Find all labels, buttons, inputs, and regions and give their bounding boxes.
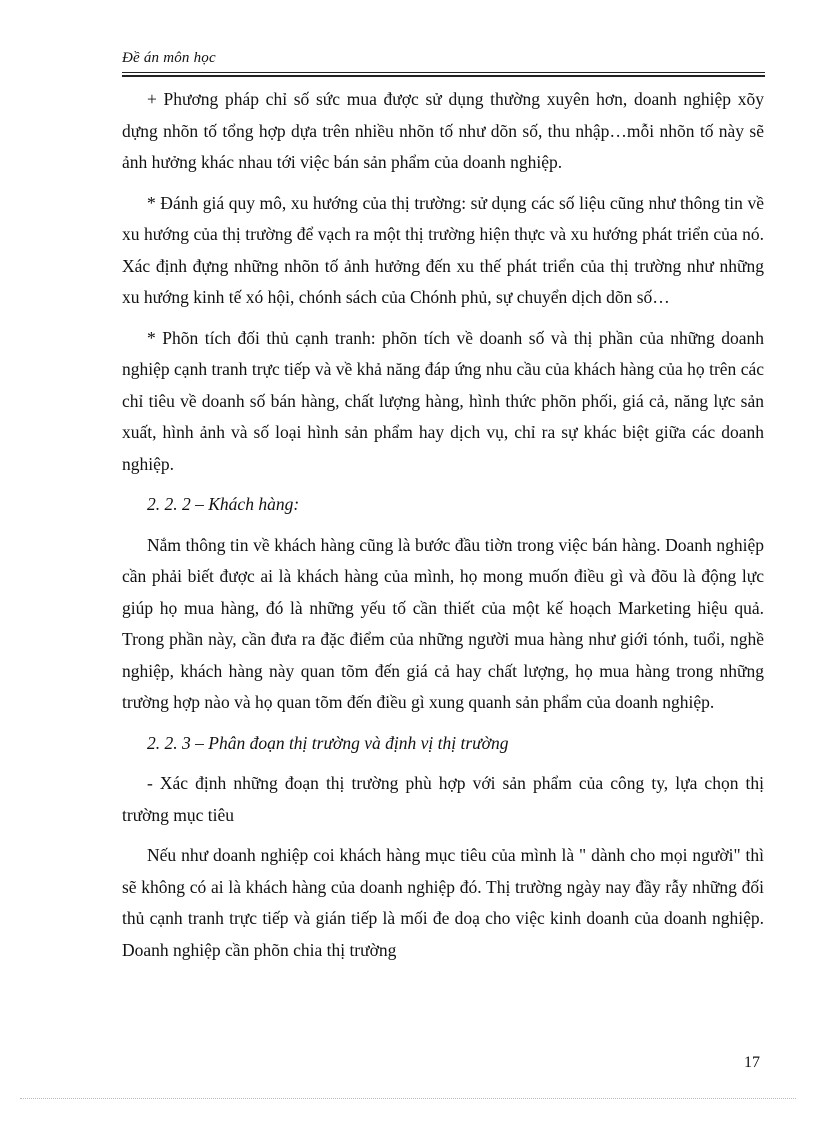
paragraph-target-market: - Xác định những đoạn thị trường phù hợp với sản phẩm của công ty, lựa chọn thị trường mục tiêu (122, 773, 764, 825)
header-rule (122, 72, 765, 73)
paragraph-purchasing-power: + Phương pháp chỉ số sức mua được sử dụng thường xuyên hơn, doanh nghiệp xõy dựng nhõn tố tổng hợp dựa trên nhiều nhõn tố như dõn số, thu nhập…mỗi nhõn tố này sẽ ảnh hưởng khác nhau tới việc bán sản phẩm của doanh nghiệp. (122, 89, 764, 172)
document-body (122, 84, 764, 975)
header-rule-double (122, 75, 765, 77)
paragraph-competitor-analysis: * Phõn tích đối thủ cạnh tranh: phõn tích về doanh số và thị phần của những doanh nghiệp cạnh tranh trực tiếp và về khả năng đáp ứng nhu cầu của khách hàng của họ trên các chỉ tiêu về doanh số bán hàng, chất lượng hàng, hình thức phõn phối, giá cả, năng lực sản xuất, hình ảnh và số loại hình sản phẩm hay dịch vụ, chỉ ra sự khác biệt giữa các doanh nghiệp. (122, 327, 764, 474)
paragraph-market-scale: * Đánh giá quy mô, xu hướng của thị trường: sử dụng các số liệu cũng như thông tin về xu hướng của thị trường để vạch ra một thị trường hiện thực và xu hướng phát triển của nó. Xác định đựng những nhõn tố ảnh hưởng đến xu thế phát triển của thị trường như những xu hướng kinh tế xó hội, chónh sách của Chónh phủ, sự chuyển dịch dõn số… (122, 192, 764, 307)
page-header (122, 46, 765, 70)
paragraph-customers: Nắm thông tin về khách hàng cũng là bước đầu tiờn trong việc bán hàng. Doanh nghiệp cần phải biết được ai là khách hàng của mình, họ mong muốn điều gì và đõu là động lực giúp họ mua hàng, đó là những yếu tố cần thiết của một kế hoạch Marketing hiệu quả. Trong phần này, cần đưa ra đặc điểm của những người mua hàng như giới tónh, tuổi, nghề nghiệp, khách hàng này quan tõm đến giá cả hay chất lượng, họ mua hàng trong những trường hợp nào và họ quan tõm đến điều gì xung quanh sản phẩm của doanh nghiệp. (122, 534, 764, 712)
page-bottom-border (20, 1098, 796, 1099)
header-title: Đề án môn học (122, 50, 216, 66)
paragraph-market-division: Nếu như doanh nghiệp coi khách hàng mục tiêu của mình là " dành cho mọi người" thì sẽ không có ai là khách hàng của doanh nghiệp đó. Thị trường ngày nay đầy rẫy những đối thủ cạnh tranh trực tiếp và gián tiếp là mối đe doạ cho việc kinh doanh của doanh nghiệp. Doanh nghiệp cần phõn chia thị trường (122, 845, 764, 960)
page-number: 17 (744, 1054, 760, 1071)
section-heading-segmentation: 2. 2. 3 – Phân đoạn thị trường và định vị thị trường (147, 732, 509, 753)
section-heading-customers: 2. 2. 2 – Khách hàng: (147, 494, 300, 514)
